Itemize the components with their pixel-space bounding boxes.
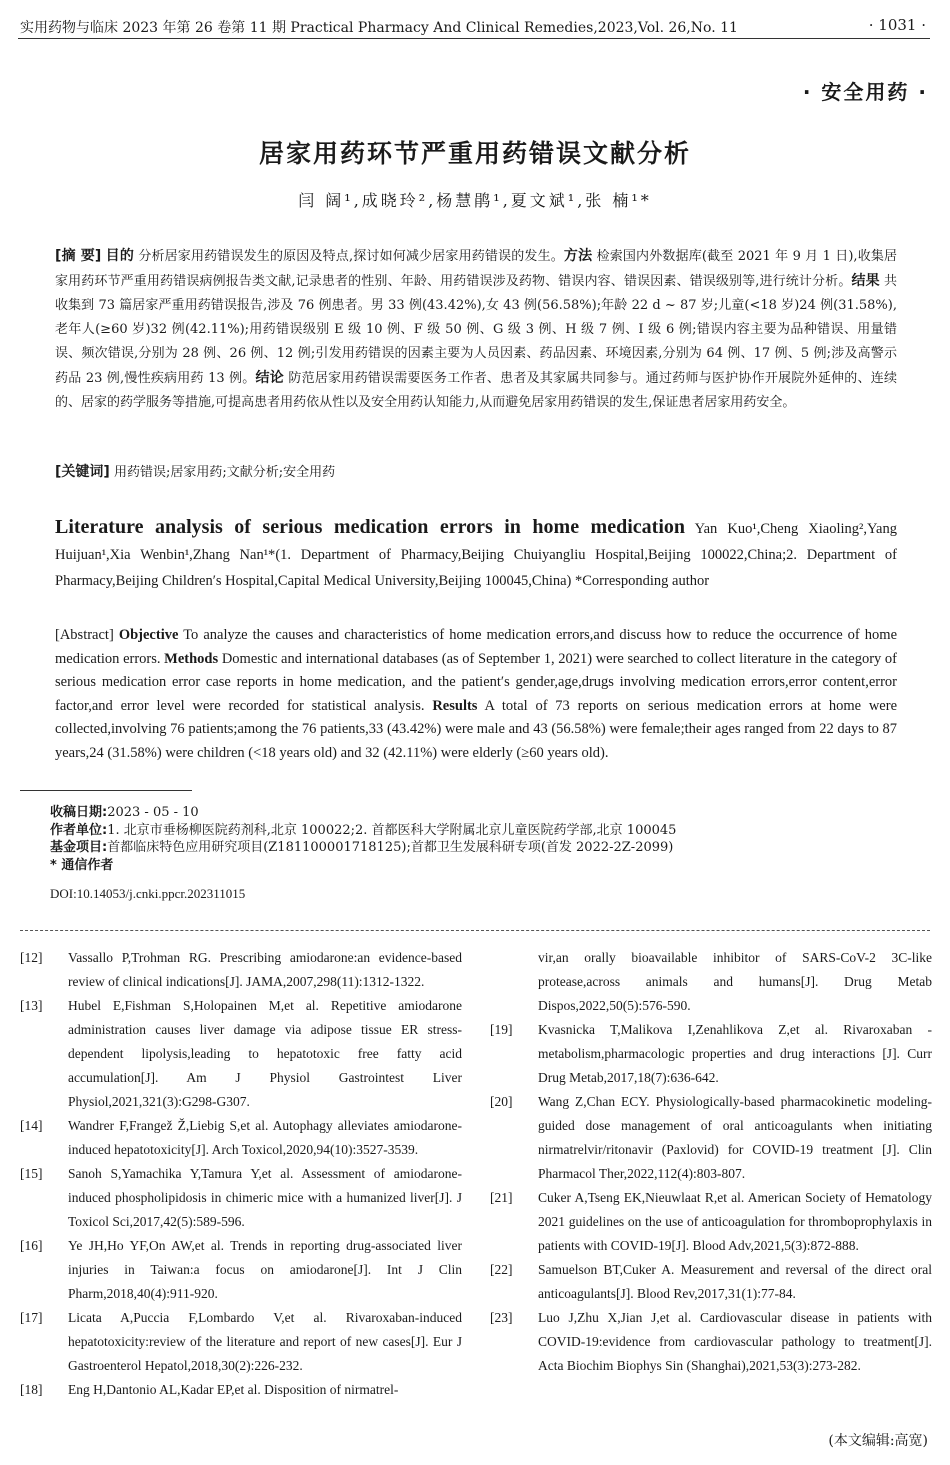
reference-text: Licata A,Puccia F,Lombardo V,et al. Rivaroxaban-induced hepatotoxicity:review of the literature and report of new cases[J]. Eur J Gastroenterol Hepatol,2018,30(2):226-232.: [68, 1310, 462, 1373]
reference-number: [16]: [20, 1238, 43, 1253]
article-title-cn: 居家用药环节严重用药错误文献分析: [258, 139, 691, 168]
fund-label: 基金项目:: [50, 840, 108, 855]
reference-text: vir,an orally bioavailable inhibitor of SARS-CoV-2 3C-like protease,across animals and humans[J]. Drug Metab Dispos,2022,50(5):576-590.: [538, 950, 932, 1013]
conclusion-cn-label: 结论: [255, 370, 285, 386]
reference-number: [21]: [490, 1190, 513, 1205]
footnote-affiliation: [50, 822, 910, 840]
editor-note: (本文编辑:高宽): [828, 1433, 928, 1449]
reference-number: [18]: [20, 1382, 43, 1397]
conclusion-cn-text: 防范居家用药错误需要医务工作者、患者及其家属共同参与。通过药师与医护协作开展院外延伸的、连续的、居家的药学服务等措施,可提高患者用药依从性以及安全用药认知能力,从而避免居家用药错误的发生,保证患者居家用药安全。: [55, 371, 898, 410]
reference-continuation: [490, 946, 932, 1018]
reference-text: Wandrer F,Frangež Ž,Liebig S,et al. Autophagy alleviates amiodarone-induced hepatotoxicity[J]. Arch Toxicol,2020,94(10):3527-3539.: [68, 1118, 462, 1157]
authors-cn: 闫 阔¹,成晓玲²,杨慧鹃¹,夏文斌¹,张 楠¹*: [298, 191, 652, 210]
reference-number: [14]: [20, 1118, 43, 1133]
reference-text: Wang Z,Chan ECY. Physiologically-based pharmacokinetic modeling-guided dose management of oral anticoagulants when initiating nirmatrelvir/ritonavir (Paxlovid) for COVID-19 treatment [J]. Clin Pharmacol Ther,2022,112(4):803-807.: [538, 1094, 932, 1181]
received-date: 2023 - 05 - 10: [107, 805, 199, 820]
page-number: · 1031 ·: [868, 16, 926, 34]
reference-item: [490, 1258, 932, 1306]
reference-number: [12]: [20, 950, 43, 965]
fund-text: 首都临床特色应用研究项目(Z181100001718125);首都卫生发展科研专项(首发 2022-2Z-2099): [107, 840, 674, 855]
abstract-en: [55, 624, 897, 765]
objective-en-label: Objective: [118, 627, 179, 643]
reference-item: [490, 1018, 932, 1090]
reference-text: Luo J,Zhu X,Jian J,et al. Cardiovascular disease in patients with COVID-19:evidence from cardiovascular pathology to treatment[J]. Acta Biochim Biophys Sin (Shanghai),2021,53(3):273-282.: [538, 1310, 932, 1373]
journal-header: 实用药物与临床 2023 年第 26 卷第 11 期 Practical Pharmacy And Clinical Remedies,2023,Vol. 26,No. 11: [20, 20, 738, 36]
reference-number: [23]: [490, 1310, 513, 1325]
footnote-received: [50, 804, 910, 822]
authors-en: Yan Kuo¹,Cheng Xiaoling²,Yang Huijuan¹,Xia Wenbin¹,Zhang Nan¹*: [55, 521, 897, 563]
reference-text: Hubel E,Fishman S,Holopainen M,et al. Repetitive amiodarone administration causes liver damage via adipose tissue ER stress-dependent lipolysis,leading to hepatotoxic free fatty acid accumulation[J]. Am J Physiol Gastrointest Liver Physiol,2021,321(3):G298-G307.: [68, 998, 462, 1109]
affiliation-text: 1. 北京市垂杨柳医院药剂科,北京 100022;2. 首都医科大学附属北京儿童医院药学部,北京 100045: [107, 822, 677, 838]
reference-number: [15]: [20, 1166, 43, 1181]
methods-cn-text: 检索国内外数据库(截至 2021 年 9 月 1 日),收集居家用药环节严重用药错误病例报告类文献,记录患者的性别、年龄、用药错误涉及药物、错误内容、错误因素、错误级别等,进行统计分析。: [55, 249, 898, 289]
header-rule: [18, 38, 930, 39]
reference-item: [490, 1306, 932, 1378]
reference-item: [20, 1234, 462, 1306]
keywords-cn: [55, 460, 897, 485]
abstract-cn-label: [摘 要]: [55, 248, 102, 264]
reference-number: [13]: [20, 998, 43, 1013]
references-rule: [20, 930, 930, 931]
reference-text: Eng H,Dantonio AL,Kadar EP,et al. Disposition of nirmatrel-: [68, 1382, 399, 1397]
abstract-cn: [55, 244, 897, 415]
reference-text: Ye JH,Ho YF,On AW,et al. Trends in reporting drug-associated liver injuries in Taiwan:a focus on amiodarone[J]. Int J Clin Pharm,2018,40(4):911-920.: [68, 1238, 462, 1301]
reference-number: [17]: [20, 1310, 43, 1325]
reference-number: [19]: [490, 1022, 513, 1037]
footnote-corresponding: [50, 857, 910, 875]
results-en-text: A total of 73 reports on serious medication errors at home were collected,involving 76 patients;among the 76 patients,33 (43.42%) were male and 43 (56.58%) were female;their ages ranged from 22 days to 87 years,24 (31.58%) were children (<18 years old) and 32 (42.11%) were elderly (≥60 years old).: [55, 697, 898, 761]
objective-cn-label: 目的: [105, 248, 134, 264]
received-label: 收稿日期:: [50, 805, 108, 820]
reference-text: Kvasnicka T,Malikova I,Zenahlikova Z,et al. Rivaroxaban - metabolism,pharmacologic properties and drug interactions [J]. Curr Drug Metab,2017,18(7):636-642.: [538, 1022, 932, 1085]
results-en-label: Results: [432, 697, 478, 714]
objective-cn-text: 分析居家用药错误发生的原因及特点,探讨如何减少居家用药错误的发生。: [138, 249, 564, 264]
reference-item: [20, 1306, 462, 1378]
results-cn-label: 结果: [851, 273, 880, 289]
keywords-cn-text: 用药错误;居家用药;文献分析;安全用药: [113, 465, 336, 480]
reference-item: [20, 1378, 462, 1402]
section-tag: · 安全用药 ·: [802, 80, 928, 104]
results-cn-text: 共收集到 73 篇居家严重用药错误报告,涉及 76 例患者。男 33 例(43.42%),女 43 例(56.58%);年龄 22 d ~ 87 岁;儿童(<18 岁)24 例(31.58%),老年人(≥60 岁)32 例(42.11%);用药错误级别 E 级 10 例、F 级 50 例、G 级 3 例、H 级 7 例、I 级 6 例;错误内容主要为品种错误、用量错误、频次错误,分别为 28 例、26 例、12 例;引发用药错误的因素主要为人员因素、药品因素、环境因素,分别为 64 例、17 例、5 例;涉及高警示药品 23 例,慢性疾病用药 13 例。: [55, 274, 897, 386]
corresponding-label: * 通信作者: [50, 857, 114, 873]
reference-item: [490, 1090, 932, 1186]
reference-number: [22]: [490, 1262, 513, 1277]
abstract-en-label: [Abstract]: [55, 627, 114, 643]
reference-item: [20, 946, 462, 994]
objective-en-text: To analyze the causes and characteristics of home medication errors,and discuss how to reduce the occurrence of home medication errors.: [55, 627, 898, 667]
methods-cn-label: 方法: [563, 248, 593, 264]
english-title-block: [55, 514, 897, 594]
reference-text: Sanoh S,Yamachika Y,Tamura Y,et al. Assessment of amiodarone-induced phospholipidosis in chimeric mice with a humanized liver[J]. J Toxicol Sci,2017,42(5):589-596.: [68, 1166, 462, 1229]
footnote-fund: [50, 839, 910, 857]
doi: DOI:10.14053/j.cnki.ppcr.202311015: [50, 886, 246, 901]
reference-item: [20, 994, 462, 1114]
reference-item: [20, 1114, 462, 1162]
reference-text: Vassallo P,Trohman RG. Prescribing amiodarone:an evidence-based review of clinical indications[J]. JAMA,2007,298(11):1312-1322.: [68, 950, 462, 989]
footnotes: [50, 804, 910, 874]
affiliations-en: (1. Department of Pharmacy,Beijing Chuiyangliu Hospital,Beijing 100022,China;2. Department of Pharmacy,Beijing Children′s Hospital,Capital Medical University,Beijing 100045,China) *Corresponding author: [55, 547, 897, 589]
article-title-en: Literature analysis of serious medication errors in home medication: [55, 516, 685, 538]
references-left-column: [20, 946, 462, 1402]
references-right-column: [490, 946, 932, 1378]
reference-number: [20]: [490, 1094, 513, 1109]
reference-item: [20, 1162, 462, 1234]
methods-en-label: Methods: [164, 650, 219, 667]
keywords-cn-label: [关键词]: [55, 464, 110, 480]
reference-item: [490, 1186, 932, 1258]
affiliation-label: 作者单位:: [50, 822, 108, 838]
reference-text: Samuelson BT,Cuker A. Measurement and reversal of the direct oral anticoagulants[J]. Blood Rev,2017,31(1):77-84.: [538, 1262, 932, 1301]
reference-text: Cuker A,Tseng EK,Nieuwlaat R,et al. American Society of Hematology 2021 guidelines on the use of anticoagulation for thromboprophylaxis in patients with COVID-19[J]. Blood Adv,2021,5(3):872-888.: [538, 1190, 932, 1253]
footnote-rule: [20, 790, 192, 791]
methods-en-text: Domestic and international databases (as of September 1, 2021) were searched to collect literature in the category of serious medication error case reports in home medication, and the patient′s gender,age,drugs involving medication errors,error content,error factor,and error level were recorded for statistical analysis.: [55, 650, 897, 714]
